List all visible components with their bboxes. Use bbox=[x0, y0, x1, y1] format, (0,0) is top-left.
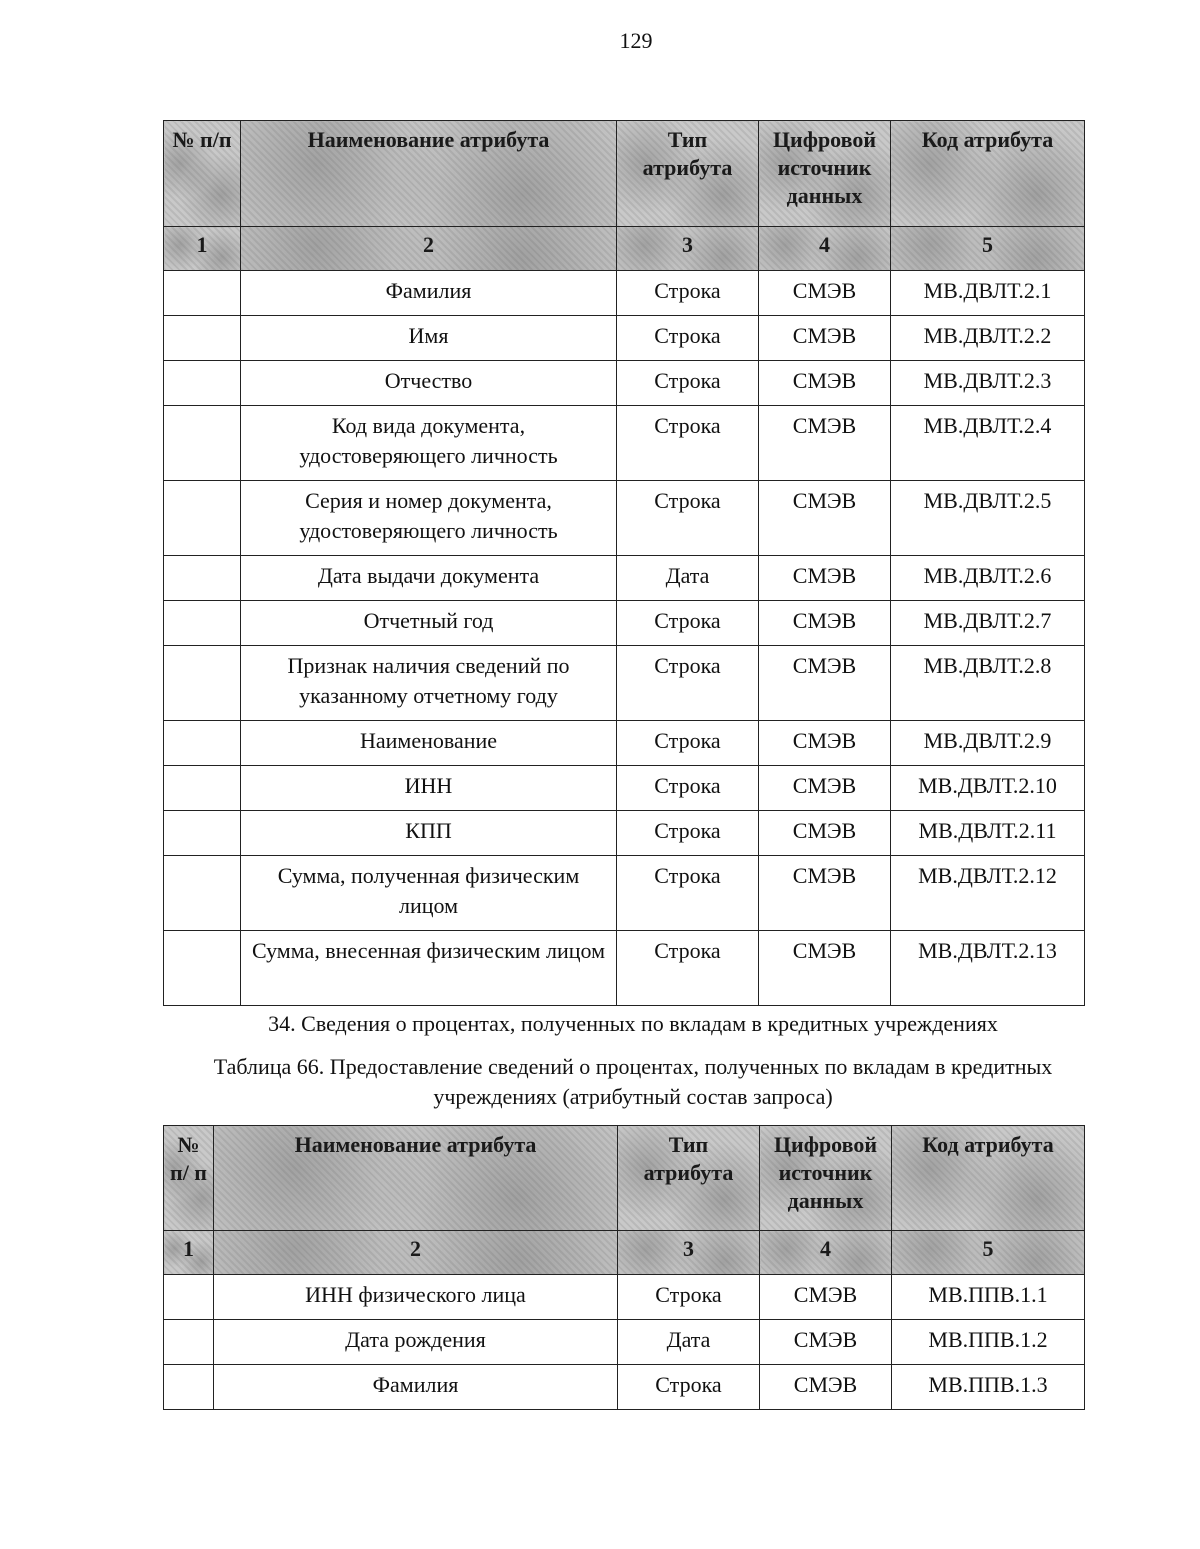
table-row bbox=[164, 271, 1085, 316]
cell-source: СМЭВ bbox=[759, 556, 891, 601]
cell-type: Строка bbox=[617, 646, 759, 721]
cell-name: Фамилия bbox=[214, 1365, 618, 1410]
table-1-body bbox=[164, 271, 1085, 1006]
cell-type: Строка bbox=[617, 721, 759, 766]
cell-num bbox=[164, 271, 241, 316]
cell-num bbox=[164, 361, 241, 406]
col-number: 4 bbox=[759, 227, 891, 271]
table-row bbox=[164, 406, 1085, 481]
cell-num bbox=[164, 481, 241, 556]
cell-num bbox=[164, 1275, 214, 1320]
cell-code: МВ.ДВЛТ.2.8 bbox=[891, 646, 1085, 721]
cell-code: МВ.ДВЛТ.2.11 bbox=[891, 811, 1085, 856]
col-number: 1 bbox=[164, 1231, 214, 1275]
cell-name: Наименование bbox=[241, 721, 617, 766]
cell-num bbox=[164, 1320, 214, 1365]
cell-num bbox=[164, 601, 241, 646]
cell-code: МВ.ДВЛТ.2.3 bbox=[891, 361, 1085, 406]
cell-source: СМЭВ bbox=[759, 811, 891, 856]
cell-name: Признак наличия сведений по указанному отчетному году bbox=[241, 646, 617, 721]
table-row bbox=[164, 361, 1085, 406]
cell-name: Имя bbox=[241, 316, 617, 361]
cell-type: Строка bbox=[617, 856, 759, 931]
cell-num bbox=[164, 406, 241, 481]
cell-source: СМЭВ bbox=[760, 1365, 892, 1410]
cell-name: Сумма, полученная физическим лицом bbox=[241, 856, 617, 931]
table-caption: Таблица 66. Предоставление сведений о процентах, полученных по вкладам в кредитных учреждениях (атрибутный состав запроса) bbox=[213, 1054, 1053, 1109]
cell-num bbox=[164, 646, 241, 721]
cell-num bbox=[164, 1365, 214, 1410]
cell-code: МВ.ДВЛТ.2.10 bbox=[891, 766, 1085, 811]
cell-type: Дата bbox=[618, 1320, 760, 1365]
table-row bbox=[164, 601, 1085, 646]
cell-source: СМЭВ bbox=[759, 856, 891, 931]
table-row bbox=[164, 766, 1085, 811]
table-row bbox=[164, 556, 1085, 601]
cell-source: СМЭВ bbox=[759, 271, 891, 316]
col-number: 3 bbox=[618, 1231, 760, 1275]
cell-code: МВ.ДВЛТ.2.12 bbox=[891, 856, 1085, 931]
cell-source: СМЭВ bbox=[759, 406, 891, 481]
col-number: 2 bbox=[241, 227, 617, 271]
cell-type: Строка bbox=[617, 601, 759, 646]
col-number: 4 bbox=[760, 1231, 892, 1275]
cell-code: МВ.ДВЛТ.2.4 bbox=[891, 406, 1085, 481]
cell-source: СМЭВ bbox=[759, 316, 891, 361]
cell-type: Строка bbox=[617, 271, 759, 316]
table-row bbox=[164, 931, 1085, 1006]
cell-type: Дата bbox=[617, 556, 759, 601]
cell-name: ИНН bbox=[241, 766, 617, 811]
cell-code: МВ.ДВЛТ.2.1 bbox=[891, 271, 1085, 316]
cell-source: СМЭВ bbox=[759, 766, 891, 811]
cell-source: СМЭВ bbox=[759, 361, 891, 406]
cell-num bbox=[164, 811, 241, 856]
cell-num bbox=[164, 721, 241, 766]
cell-name: Фамилия bbox=[241, 271, 617, 316]
cell-type: Строка bbox=[618, 1365, 760, 1410]
cell-name: Код вида документа, удостоверяющего личность bbox=[241, 406, 617, 481]
col-number: 2 bbox=[214, 1231, 618, 1275]
cell-code: МВ.ДВЛТ.2.9 bbox=[891, 721, 1085, 766]
cell-type: Строка bbox=[617, 361, 759, 406]
cell-num bbox=[164, 766, 241, 811]
page-number: 129 bbox=[619, 28, 653, 53]
cell-name: Дата выдачи документа bbox=[241, 556, 617, 601]
cell-type: Строка bbox=[617, 811, 759, 856]
cell-name: Серия и номер документа, удостоверяющего личность bbox=[241, 481, 617, 556]
cell-name: Отчество bbox=[241, 361, 617, 406]
table-row bbox=[164, 646, 1085, 721]
cell-type: Строка bbox=[618, 1275, 760, 1320]
cell-num bbox=[164, 931, 241, 1006]
cell-type: Строка bbox=[617, 931, 759, 1006]
cell-num bbox=[164, 856, 241, 931]
cell-name: Сумма, внесенная физическим лицом bbox=[241, 931, 617, 1006]
table-row bbox=[164, 1365, 1085, 1410]
cell-type: Строка bbox=[617, 406, 759, 481]
header-code: Код атрибута bbox=[891, 121, 1085, 227]
header-name: Наименование атрибута bbox=[241, 121, 617, 227]
col-number: 5 bbox=[892, 1231, 1085, 1275]
cell-num bbox=[164, 316, 241, 361]
cell-code: МВ.ДВЛТ.2.13 bbox=[891, 931, 1085, 1006]
cell-code: МВ.ДВЛТ.2.2 bbox=[891, 316, 1085, 361]
cell-name: КПП bbox=[241, 811, 617, 856]
cell-code: МВ.ППВ.1.3 bbox=[892, 1365, 1085, 1410]
cell-source: СМЭВ bbox=[760, 1320, 892, 1365]
table-row bbox=[164, 316, 1085, 361]
cell-num bbox=[164, 556, 241, 601]
cell-code: МВ.ДВЛТ.2.7 bbox=[891, 601, 1085, 646]
header-num: № п/п bbox=[164, 121, 241, 227]
cell-name: Отчетный год bbox=[241, 601, 617, 646]
cell-source: СМЭВ bbox=[759, 481, 891, 556]
cell-source: СМЭВ bbox=[759, 931, 891, 1006]
cell-name: Дата рождения bbox=[214, 1320, 618, 1365]
header-source: Цифровой источник данных bbox=[760, 1126, 892, 1231]
header-num: № п/ п bbox=[164, 1126, 214, 1231]
table-row bbox=[164, 811, 1085, 856]
header-code: Код атрибута bbox=[892, 1126, 1085, 1231]
cell-name: ИНН физического лица bbox=[214, 1275, 618, 1320]
header-type: Тип атрибута bbox=[617, 121, 759, 227]
cell-source: СМЭВ bbox=[759, 721, 891, 766]
cell-type: Строка bbox=[617, 316, 759, 361]
section-heading: 34. Сведения о процентах, полученных по вкладам в кредитных учреждениях bbox=[268, 1011, 998, 1036]
cell-source: СМЭВ bbox=[760, 1275, 892, 1320]
cell-type: Строка bbox=[617, 766, 759, 811]
header-name: Наименование атрибута bbox=[214, 1126, 618, 1231]
table-row bbox=[164, 721, 1085, 766]
cell-type: Строка bbox=[617, 481, 759, 556]
table-row bbox=[164, 1275, 1085, 1320]
cell-source: СМЭВ bbox=[759, 646, 891, 721]
cell-code: МВ.ДВЛТ.2.6 bbox=[891, 556, 1085, 601]
table-2-body bbox=[164, 1275, 1085, 1410]
table-row bbox=[164, 856, 1085, 931]
header-type: Тип атрибута bbox=[618, 1126, 760, 1231]
cell-code: МВ.ППВ.1.1 bbox=[892, 1275, 1085, 1320]
col-number: 3 bbox=[617, 227, 759, 271]
attributes-table-2 bbox=[163, 1125, 1085, 1410]
col-number: 1 bbox=[164, 227, 241, 271]
attributes-table-1 bbox=[163, 120, 1085, 1006]
table-row bbox=[164, 1320, 1085, 1365]
table-row bbox=[164, 481, 1085, 556]
header-source: Цифровой источник данных bbox=[759, 121, 891, 227]
col-number: 5 bbox=[891, 227, 1085, 271]
cell-code: МВ.ППВ.1.2 bbox=[892, 1320, 1085, 1365]
cell-source: СМЭВ bbox=[759, 601, 891, 646]
cell-code: МВ.ДВЛТ.2.5 bbox=[891, 481, 1085, 556]
